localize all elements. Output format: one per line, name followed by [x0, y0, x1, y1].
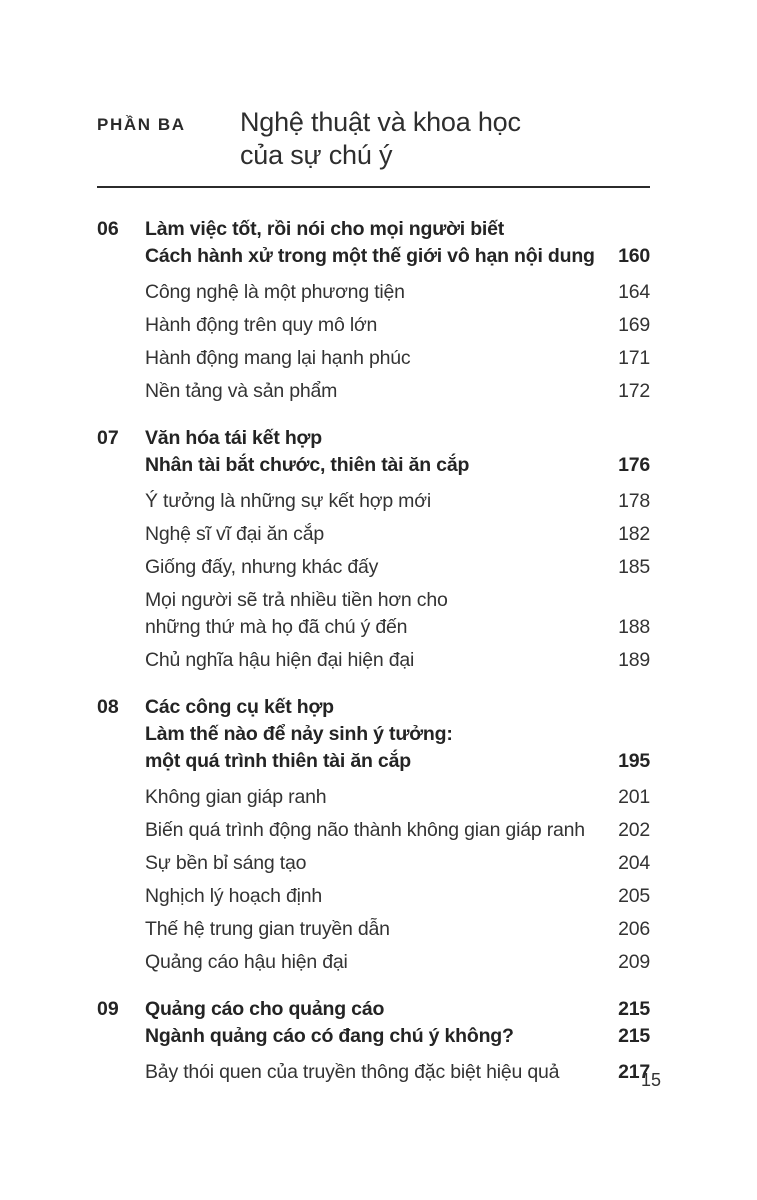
- subsection-title-text: Nghịch lý hoạch định: [145, 885, 323, 907]
- subsection-page-number: 204: [618, 852, 650, 874]
- subsection-line: [145, 883, 650, 910]
- subsection-entry: [145, 521, 650, 548]
- toc-list: [97, 216, 650, 1086]
- subsection-line: [145, 1059, 650, 1086]
- subsection-entry: [145, 345, 650, 372]
- subsection-page-number: 217: [618, 1061, 650, 1083]
- subsection-page-number: 182: [618, 523, 650, 545]
- subsection-page-number: 169: [618, 314, 650, 336]
- subsection-line: [145, 587, 650, 614]
- subsection-entry: [145, 587, 650, 641]
- subsection-page-number: 171: [618, 347, 650, 369]
- header-divider: [97, 186, 650, 188]
- subsection-line: [145, 850, 650, 877]
- chapter-title-line: [145, 748, 650, 775]
- chapter-title-text: Văn hóa tái kết hợp: [145, 427, 322, 449]
- subsection-line: [145, 647, 650, 674]
- subsection-page-number: 202: [618, 819, 650, 841]
- chapter-title-text: một quá trình thiên tài ăn cắp: [145, 750, 411, 772]
- chapter-title-text: Làm thế nào để nảy sinh ý tưởng:: [145, 723, 453, 745]
- section-title-line-2: của sự chú ý: [240, 140, 393, 170]
- subsection-entry: [145, 916, 650, 943]
- chapter-body: [145, 694, 650, 976]
- chapter-body: [145, 425, 650, 674]
- subsection-line: [145, 279, 650, 306]
- chapter-title-text: Cách hành xử trong một thế giới vô hạn nội dung: [145, 245, 595, 267]
- chapter-page-number: 176: [618, 454, 650, 476]
- subsection-entry: [145, 1059, 650, 1086]
- subsection-line: [145, 554, 650, 581]
- chapter-number: 06: [97, 218, 119, 240]
- subsection-line: [145, 521, 650, 548]
- chapter-page-number: 215: [618, 998, 650, 1020]
- subsection-entry: [145, 279, 650, 306]
- chapter-title-text: Các công cụ kết hợp: [145, 696, 334, 718]
- subsection-entry: [145, 488, 650, 515]
- subsection-entry: [145, 883, 650, 910]
- subsection-title-text: Biến quá trình động não thành không gian giáp ranh: [145, 819, 585, 841]
- subsection-page-number: 178: [618, 490, 650, 512]
- chapter-page-number: 215: [618, 1025, 650, 1047]
- subsection-title-text: những thứ mà họ đã chú ý đến: [145, 616, 408, 638]
- subsection-page-number: 209: [618, 951, 650, 973]
- chapter-title-text: Quảng cáo cho quảng cáo: [145, 998, 385, 1020]
- subsection-page-number: 172: [618, 380, 650, 402]
- subsection-line: [145, 949, 650, 976]
- chapter-number: 09: [97, 998, 119, 1020]
- chapter-title-line: [145, 216, 650, 243]
- page-content: [97, 106, 650, 1086]
- section-title-line-1: Nghệ thuật và khoa học: [240, 107, 521, 137]
- subsection-line: [145, 488, 650, 515]
- chapter-subsections: [145, 488, 650, 674]
- chapter-title-text: Nhân tài bắt chước, thiên tài ăn cắp: [145, 454, 470, 476]
- chapter-page-number: 160: [618, 245, 650, 267]
- subsection-title-text: Ý tưởng là những sự kết hợp mới: [145, 490, 431, 512]
- toc-chapter: [97, 694, 650, 976]
- chapter-body: [145, 996, 650, 1086]
- page-number: 15: [640, 1070, 661, 1090]
- subsection-title-text: Bảy thói quen của truyền thông đặc biệt hiệu quả: [145, 1061, 560, 1083]
- subsection-page-number: 206: [618, 918, 650, 940]
- subsection-page-number: 205: [618, 885, 650, 907]
- subsection-title-text: Sự bền bỉ sáng tạo: [145, 852, 307, 874]
- subsection-line: [145, 614, 650, 641]
- toc-chapter: [97, 216, 650, 405]
- subsection-title-text: Nền tảng và sản phẩm: [145, 380, 338, 402]
- section-header: [97, 106, 650, 172]
- subsection-page-number: 201: [618, 786, 650, 808]
- chapter-title-line: [145, 1023, 650, 1050]
- chapter-subsections: [145, 784, 650, 976]
- subsection-title-text: Không gian giáp ranh: [145, 786, 327, 808]
- section-label: PHẦN BA: [97, 115, 186, 134]
- toc-chapter: [97, 425, 650, 674]
- chapter-body: [145, 216, 650, 405]
- chapter-title-text: Ngành quảng cáo có đang chú ý không?: [145, 1025, 514, 1047]
- subsection-entry: [145, 850, 650, 877]
- subsection-line: [145, 378, 650, 405]
- chapter-title-line: [145, 425, 650, 452]
- subsection-entry: [145, 949, 650, 976]
- subsection-title-text: Hành động trên quy mô lớn: [145, 314, 378, 336]
- chapter-title-line: [145, 996, 650, 1023]
- subsection-title-text: Nghệ sĩ vĩ đại ăn cắp: [145, 523, 324, 545]
- subsection-page-number: 164: [618, 281, 650, 303]
- chapter-subsections: [145, 1059, 650, 1086]
- subsection-entry: [145, 378, 650, 405]
- chapter-page-number: 195: [618, 750, 650, 772]
- chapter-title-line: [145, 243, 650, 270]
- subsection-entry: [145, 554, 650, 581]
- section-title: [240, 106, 521, 172]
- chapter-number: 08: [97, 696, 119, 718]
- subsection-line: [145, 817, 650, 844]
- subsection-line: [145, 312, 650, 339]
- subsection-title-text: Mọi người sẽ trả nhiều tiền hơn cho: [145, 589, 448, 611]
- subsection-title-text: Hành động mang lại hạnh phúc: [145, 347, 411, 369]
- chapter-title-line: [145, 452, 650, 479]
- subsection-title-text: Thế hệ trung gian truyền dẫn: [145, 918, 390, 940]
- subsection-title-text: Quảng cáo hậu hiện đại: [145, 951, 348, 973]
- subsection-entry: [145, 817, 650, 844]
- subsection-line: [145, 916, 650, 943]
- toc-chapter: [97, 996, 650, 1086]
- subsection-page-number: 185: [618, 556, 650, 578]
- subsection-line: [145, 784, 650, 811]
- subsection-entry: [145, 312, 650, 339]
- subsection-line: [145, 345, 650, 372]
- chapter-title-text: Làm việc tốt, rồi nói cho mọi người biết: [145, 218, 505, 240]
- chapter-subsections: [145, 279, 650, 405]
- subsection-title-text: Giống đấy, nhưng khác đấy: [145, 556, 379, 578]
- chapter-title-line: [145, 721, 650, 748]
- subsection-page-number: 188: [618, 616, 650, 638]
- subsection-entry: [145, 647, 650, 674]
- subsection-entry: [145, 784, 650, 811]
- chapter-title-line: [145, 694, 650, 721]
- subsection-title-text: Công nghệ là một phương tiện: [145, 281, 405, 303]
- chapter-number: 07: [97, 427, 119, 449]
- subsection-title-text: Chủ nghĩa hậu hiện đại hiện đại: [145, 649, 415, 671]
- subsection-page-number: 189: [618, 649, 650, 671]
